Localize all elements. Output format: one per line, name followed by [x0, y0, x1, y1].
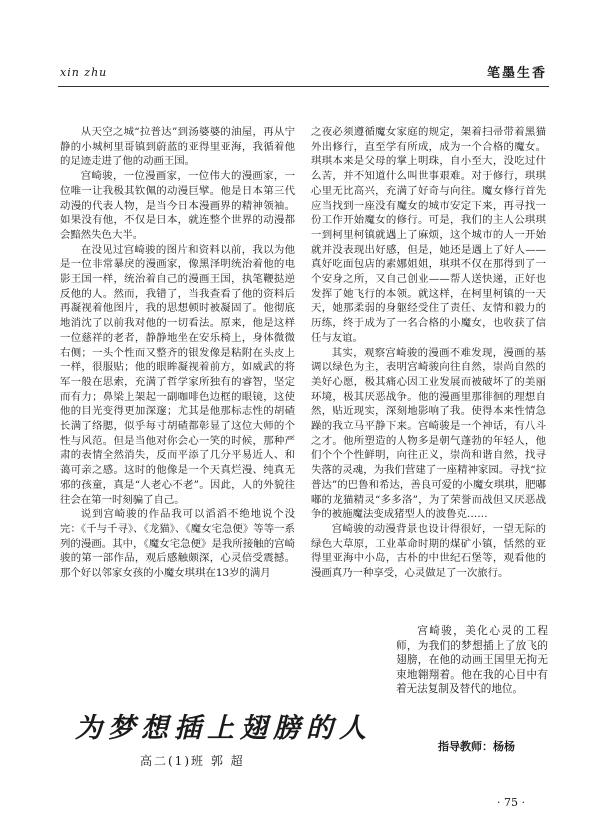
paragraph: 宫崎骏的动漫背景也设计得很好，一望无际的绿色大草原，工业革命时期的煤矿小镇，恬然的亚得里亚海中小岛，古朴的中世纪石堡等，观看他的漫画真乃一种享受，心灵做足了一次旅行。: [311, 522, 546, 580]
paragraph: 说到宫崎骏的作品我可以滔滔不绝地说个没完：《千与千寻》、《龙猫》、《魔女宅急便》等等一系列的漫画。其中，《魔女宅急便》是我所接触的宫崎骏的第一部作品，观后感触颇深，心灵倍受震撼。那个好以邻家女孩的小魔女琪琪在13岁的满月: [60, 508, 295, 580]
author-byline: 高二(1)班 郭 超: [140, 754, 245, 768]
article-column-left: [60, 125, 295, 581]
header-right: 笔墨生香: [486, 66, 547, 81]
paragraph: 从天空之城“拉普达”到汤婆婆的油屋，再从宁静的小城柯里哥镇到蔚蓝的亚得里亚海，我循着他的足迹走进了他的动画王国。: [60, 126, 295, 168]
paragraph: 宫崎骏，一位漫画家，一位伟大的漫画家，一位唯一让我极其钦佩的动漫巨擘。他是日本第三代动漫的代表人物，是当今日本漫画界的精神领袖。如果没有他，不仅是日本，就连整个世界的动漫都会黯然失色大半。: [60, 170, 295, 241]
advisor-credit: 指导教师：杨杨: [438, 740, 515, 753]
paragraph: 之夜必须遵循魔女家庭的规定，架着扫帚带着黑猫外出修行，直至学有所成，成为一个合格的魔女。琪琪本来是父母的掌上明珠，自小至大，没吃过什么苦，并不知道什么叫世事艰难。对于修行，琪琪心里无比高兴，充满了好奇与向往。魔女修行首先应当找到一座没有魔女的城市安定下来，再寻找一份工作开始魔女的修行。可是，我们的主人公琪琪一到柯里柯镇就遇上了麻烦，这个城市的人一开始就并没表现出好感，但是，她还是遇上了好人——真好吃面包店的素娜姐姐，琪琪不仅在那得到了一个安身之所，又自己创业——帮人送快递，正好也发挥了她飞行的本领。就这样，在柯里柯镇的一天天，她那柔弱的身躯经受住了责任、友情和毅力的历练，终于成为了一名合格的小魔女，也收获了信任与友谊。: [311, 126, 546, 344]
paragraph: 在没见过宫崎骏的图片和资料以前，我以为他是一位非常暴戾的漫画家，像黑泽明统治着他的电影王国一样，统治着自己的漫画王国，执笔鞭挞逆反他的人。然而，我错了，当我查看了他的资料后再凝视着他图片，我的思想顿时被凝固了。他彻底地消沈了以前我对他的一切看法。原来，他是这样一位慈祥的老者，静静地坐在安乐椅上，身体微微右侧；一头个性而又整齐的银发像是粘附在头皮上一样，很服贴；他的眼眸凝视着前方，如威武的将军一般在思索，充满了哲学家所独有的睿智，坚定而有力；鼻梁上架起一副咖啡色边框的眼镜，这使他的目光变得更加深邃；尤其是他那标志性的胡碴长满了络腮，似乎每寸胡碴都彰显了这位大师的个性与风范。但是当他对你会心一笑的时候，那种严肃的表情全然消失，反而平添了几分平易近人、和蔼可亲之感。这时的他像是一个天真烂漫、纯真无邪的孩童，真是“人老心不老”。因此，人的外貌往往会在第一时刻骗了自己。: [60, 243, 295, 506]
page-number: · 75 ·: [497, 796, 525, 809]
article-title: 为梦想插上翅膀的人: [75, 713, 372, 744]
paragraph: 其实，观察宫崎骏的漫画不难发现，漫画的基调以绿色为主，表明宫崎骏向往自然，崇尚自然的美好心愿，极其痛心因工业发展而被破坏了的美丽环境，极其厌恶战争。他的漫画里那徘徊的理想自然，贴近现实，深刻地影响了我。使得本来性情急躁的我立马平静下来。宫崎骏是一个神话，有八斗之才。他所塑造的人物多是朝气蓬勃的年轻人，他们个个个性鲜明，向往正义，崇尚和谐自然，找寻失落的灵魂，为我们营建了一座精神家园。寻找“拉普达”的巴鲁和希达，善良可爱的小魔女琪琪，肥嘟嘟的龙猫精灵“多多洛”，为了荣誉而战但又厌恶战争的被施魔法变成猪型人的波鲁克……: [311, 346, 546, 521]
header-left: xin zhu: [60, 66, 108, 79]
side-note: [396, 624, 548, 697]
article-column-right: [311, 125, 546, 581]
header-rule: [58, 86, 549, 87]
side-note-text: 宫崎骏，美化心灵的工程师，为我们的梦想插上了放飞的翅膀，在他的动画王国里无拘无束地翱翔着。他在我的心目中有着无法复制及替代的地位。: [396, 625, 548, 695]
